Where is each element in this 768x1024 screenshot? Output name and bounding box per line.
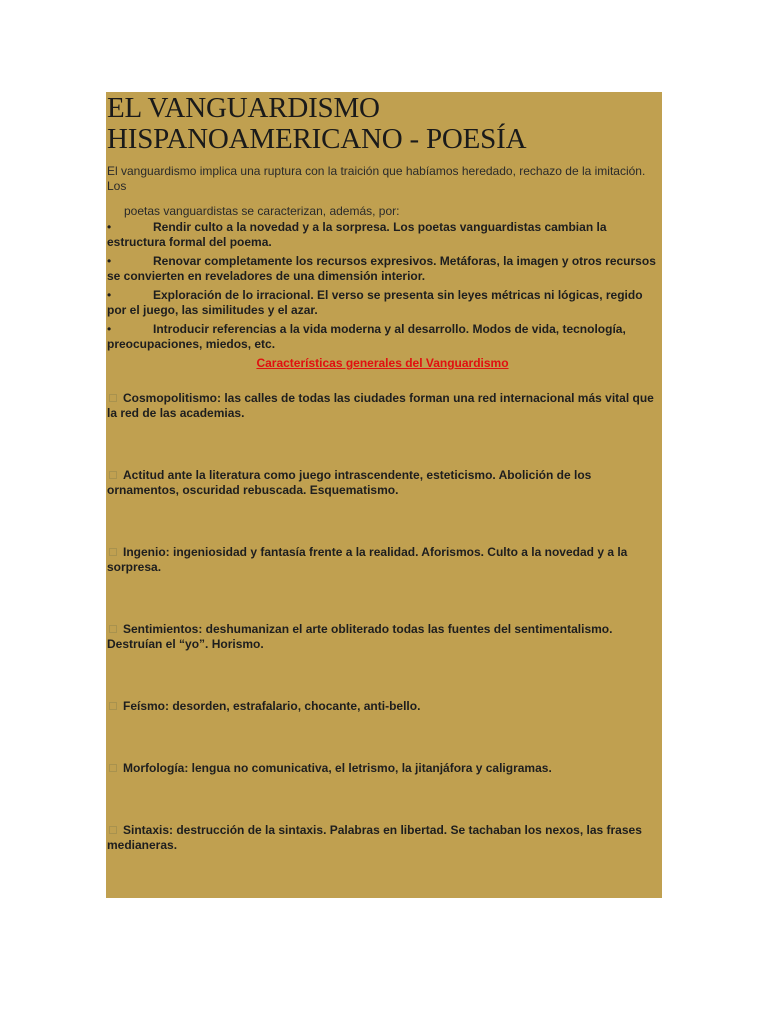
bullet-icon: • [107,220,112,234]
characteristic-item: Sintaxis: destrucción de la sintaxis. Palabras en libertad. Se tachaban los nexos, las frases medianeras. [107,823,642,852]
intro-paragraph: El vanguardismo implica una ruptura con la traición que habíamos heredado, rechazo de la imitación. Los [107,164,646,193]
characteristic-item: Ingenio: ingeniosidad y fantasía frente a la realidad. Aforismos. Culto a la novedad y a la sorpresa. [107,545,628,574]
checkbox-icon [109,471,117,479]
bullet-icon: • [107,254,112,268]
document-panel [106,92,662,898]
bullet-item: • Introducir referencias a la vida moderna y al desarrollo. Modos de vida, tecnología, preocupaciones, miedos, etc. [107,322,626,351]
title-line-2: HISPANOAMERICANO - POESÍA [107,123,527,155]
characteristic-item: Feísmo: desorden, estrafalario, chocante, anti-bello. [107,699,658,714]
checkbox-icon [109,764,117,772]
characteristic-item: Actitud ante la literatura como juego intrascendente, esteticismo. Abolición de los ornamentos, oscuridad rebuscada. Esquematismo. [107,468,592,497]
checkbox-icon [109,394,117,402]
bullet-item: • Rendir culto a la novedad y a la sorpresa. Los poetas vanguardistas cambian la estructura formal del poema. [107,220,607,249]
section-heading-link[interactable]: Características generales del Vanguardismo [256,356,509,370]
page-title [107,92,658,155]
checkbox-icon [109,625,117,633]
bullet-item: • Renovar completamente los recursos expresivos. Metáforas, la imagen y otros recursos se convierten en reveladores de una dimensión interior. [107,254,656,283]
checkbox-icon [109,826,117,834]
checkbox-icon [109,702,117,710]
bullet-icon: • [107,322,112,336]
characteristic-item: Morfología: lengua no comunicativa, el letrismo, la jitanjáfora y caligramas. [107,761,658,776]
intro-continuation: poetas vanguardistas se caracterizan, además, por: [124,204,400,218]
bullet-item: • Exploración de lo irracional. El verso se presenta sin leyes métricas ni lógicas, regido por el juego, las similitudes y el azar. [107,288,643,317]
characteristic-item: Sentimientos: deshumanizan el arte obliterado todas las fuentes del sentimentalismo. Destruían el “yo”. Horismo. [107,622,613,651]
checkbox-icon [109,548,117,556]
bullet-list [107,220,658,352]
bullet-icon: • [107,288,112,302]
characteristic-item: Cosmopolitismo: las calles de todas las ciudades forman una red internacional más vital que la red de las academias. [107,391,654,420]
title-line-1: EL VANGUARDISMO [107,92,380,124]
